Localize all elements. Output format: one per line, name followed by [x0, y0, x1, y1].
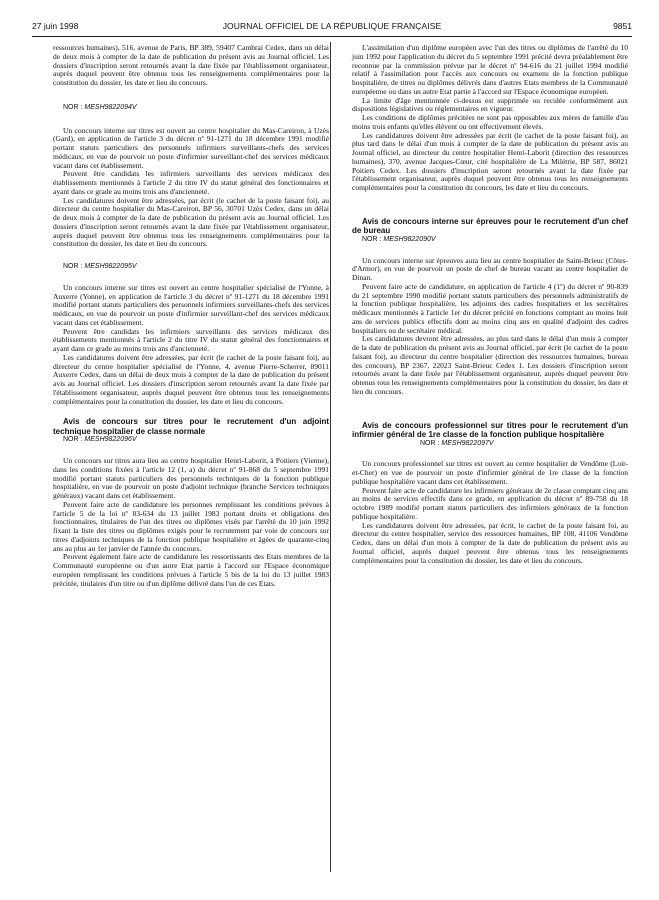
nor-label: NOR :: [362, 235, 382, 243]
paragraph: Les candidatures doivent être adressées, par écrit, le cachet de la poste faisant foi, au directeur du centre hospitalier, service des ressources humaines, BP 108, 41106 Vendôme Cedex, dans un délai d'un mois à compter de la date de publication du présent avis au Journal officiel, auprès duquel peuvent être obtenus tous les renseignements complémentaires pour la constitution du dossier, les date et lieu du concours.: [352, 520, 628, 565]
nor-label: NOR :: [63, 103, 83, 111]
paragraph: La limite d'âge mentionnée ci-dessus est supprimée ou reculée conformément aux dispositions législatives ou réglementaires en vigueur.: [352, 95, 628, 114]
paragraph: L'assimilation d'un diplôme européen avec l'un des titres ou diplômes de l'arrêté du 10 juin 1992 pour l'application du décret du 5 septembre 1991 précité devra préalablement être reconnue par la commission prévue par le décret nº 94-616 du 21 juillet 1994 modifié relatif à l'assimilation pour l'accès aux concours ou examens de la fonction publique hospitalière, de titres ou diplômes délivrés dans d'autres Etats membres de la Communauté européenne ou dans un autre Etat partie à l'accord sur l'Espace économique européen.: [352, 43, 628, 96]
nor-reference: [53, 263, 329, 272]
paragraph: Un concours interne sur titres est ouvert au centre hospitalier spécialisé de l'Yonne, à Auxerre (Yonne), en application de l'article 3 du décret nº 91-1271 du 18 décembre 1991 modifié portant statuts particuliers des personnels infirmiers surveillants-chefs des services médicaux, en vue de pourvoir un poste d'infirmier surveillant-chef des services médicaux vacant dans cet établissement.: [53, 282, 329, 327]
nor-label: NOR :: [63, 263, 83, 270]
paragraph: Peuvent faire acte de candidature, en application de l'article 4 (1º) du décret nº 90-839 du 21 septembre 1990 modifié portant statuts particuliers des personnels administratifs de la fonction publique hospitalière, les adjoints des cadres hospitaliers et les secrétaires médicaux mentionnés à l'article 1er du décret précité en fonctions comptant au moins huit ans de services publics effectifs dont au moins cinq ans en qualité d'adjoint des cadres hospitaliers ou de secrétaire médical.: [352, 281, 628, 335]
nor-code: MESH9822094V: [84, 103, 137, 111]
nor-code: MESH9822096V: [84, 436, 137, 444]
nor-label: NOR :: [63, 436, 83, 444]
paragraph: Les conditions de diplômes précitées ne sont pas opposables aux mères de famille d'au moins trois enfants qu'elles élèvent ou ont effectivement élevés.: [352, 113, 628, 131]
nor-reference: [53, 436, 329, 445]
section-title: Avis de concours interne sur épreuves pour le recrutement d'un chef de bureau: [352, 216, 628, 236]
page-number: 9851: [613, 21, 632, 31]
paragraph: Un concours sur titres aura lieu au centre hospitalier Henri-Laborit, à Poitiers (Vienne), dans les conditions fixées à l'article 12 (1, a) du décret nº 91-868 du 5 septembre 1991 modifié portant statuts particuliers des personnels techniques de la fonction publique hospitalière, en vue de pourvoir un poste d'adjoint technique (branche Services techniques généraux) vacant dans cet établissement.: [53, 456, 329, 500]
paragraph: Les candidatures doivent être adressées, par écrit (le cachet de la poste faisant foi), au directeur du centre hospitalier spécialisé de l'Yonne, 4, avenue Pierre-Scherrer, 89011 Auxerre Cedex, dans un délai de deux mois à compter de la date de publication du présent avis au Journal officiel. Les dossiers d'inscription seront retournés avant la date fixée par l'établissement organisateur, auprès duquel peuvent être obtenus tous les renseignements complémentaires pour la constitution du dossier, les date et lieu du concours.: [53, 352, 329, 406]
nor-reference: [410, 440, 628, 449]
nor-code: MESH9822090V: [383, 235, 436, 243]
section-title: Avis de concours sur titres pour le recrutement d'un adjoint technique hospitalier de classe normale: [53, 417, 329, 436]
paragraph: Peuvent faire acte de candidature les infirmiers généraux de 2e classe comptant cinq ans au moins de services effectifs dans ce grade, en application du décret nº 89-758 du 18 octobre 1989 modifié portant statuts particuliers des infirmiers généraux de la fonction publique hospitalière.: [352, 485, 628, 521]
paragraph: Peuvent également faire acte de candidature les ressortissants des Etats membres de la Communauté européenne ou d'un autre Etat partie à l'accord sur l'Espace économique européen remplissant les conditions prévues à l'article 5 bis de la loi du 13 juillet 1983 précitée, titulaires d'un titre ou d'un diplôme délivré dans l'un de ces Etats.: [53, 552, 329, 588]
paragraph: Les candidatures doivent être adressées par écrit (le cachet de la poste faisant foi), au plus tard dans le délai d'un mois à compter de la date de publication du présent avis au Journal officiel, au directeur du centre hospitalier Henri-Laborit (direction des ressources humaines), 370, avenue Jacques-Cœur, cité hospitalière de La Milétrie, BP 587, 86021 Poitiers Cedex. Les dossiers d'inscription seront retournés avant la date fixée par l'établissement organisateur, auprès duquel peuvent être obtenus tous les renseignements complémentaires pour la constitution du concours, les date et lieu du concours.: [352, 130, 628, 192]
paragraph: Un concours interne sur titres est ouvert au centre hospitalier du Mas-Careiron, à Uzès (Gard), en application de l'article 3 du décret nº 91-1271 du 18 décembre 1991 modifié portant statuts particuliers des personnels infirmiers surveillants-chefs des services médicaux, en vue de pourvoir un poste d'infirmier surveillant-chef des services médicaux vacant dans cet établissement.: [53, 125, 329, 170]
nor-reference: [352, 236, 628, 245]
left-column: [53, 44, 329, 588]
paragraph: Peuvent être candidats les infirmiers surveillants des services médicaux des établissements mentionnés à l'article 2 du titre IV du statut général des fonctionnaires et ayant dans ce grade au moins trois ans d'ancienneté.: [53, 169, 329, 196]
paragraph: Un concours professionnel sur titres est ouvert au centre hospitalier de Vendôme (Loir-et-Cher) en vue de pourvoir un poste d'infirmier général de 1re classe de la fonction publique hospitalière vacant dans cet établissement.: [352, 459, 628, 486]
nor-code: MESH9822097V: [441, 439, 494, 447]
paragraph: Un concours interne sur épreuves aura lieu au centre hospitalier de Saint-Brieuc (Côtes-d'Armor), en vue de pourvoir un poste de chef de bureau vacant au centre hospitalier de Dinan.: [352, 255, 628, 282]
page-header: [32, 21, 632, 35]
nor-reference: [53, 104, 329, 113]
section-title: Avis de concours professionnel sur titres pour le recrutement d'un infirmier général de 1re classe de la fonction publique hospitalière: [352, 420, 628, 439]
header-date: 27 juin 1998: [32, 21, 79, 31]
paragraph: Les candidatures devront être adressées, au plus tard dans le délai d'un mois à compter de la date de publication du présent avis au Journal officiel, par écrit (le cachet de la poste faisant foi), au directeur du centre hospitalier (direction des ressources humaines, bureau des concours), BP 2367, 22023 Saint-Brieuc Cedex 1. Les dossiers d'inscription seront retournés avant la date fixée par l'établissement organisateur, auprès duquel peuvent être obtenus tous les renseignements complémentaires pour la constitution du dossier, les date et lieu du concours.: [352, 334, 628, 396]
paragraph: Peuvent être candidats les infirmiers surveillants des services médicaux des établissements mentionnés à l'article 2 du titre IV du statut général des fonctionnaires et ayant dans ce grade au moins trois ans d'ancienneté.: [53, 326, 329, 353]
header-rule: [32, 36, 632, 37]
journal-title: JOURNAL OFFICIEL DE LA RÉPUBLIQUE FRANÇAISE: [222, 21, 442, 31]
column-divider: [330, 42, 331, 872]
paragraph: Peuvent faire acte de candidature les personnes remplissant les conditions prévues à l'article 5 de la loi nº 83-634 du 13 juillet 1983 portant droits et obligations des fonctionnaires, titulaires de l'un des titres ou diplômes visés par l'arrêté du 10 juin 1992 fixant la liste des titres ou diplômes exigés pour le recrutement par voie de concours sur titres d'adjoints techniques de la fonction publique hospitalière et âgées de quarante-cinq ans au plus au 1er janvier de l'année du concours.: [53, 499, 329, 553]
nor-code: MESH9822095V: [84, 263, 137, 270]
paragraph: ressources humaines), 516, avenue de Paris, BP 389, 59407 Cambrai Cedex, dans un délai de deux mois à compter de la date de publication du présent avis au Journal officiel. Les dossiers d'inscription seront retournés avant la date fixée par l'établissement organisateur, auprès duquel peuvent être obtenus tous les renseignements complémentaires pour la constitution du dossier, les date et lieu du concours.: [53, 43, 329, 87]
nor-label: NOR :: [420, 439, 440, 447]
right-column: [352, 44, 628, 565]
paragraph: Les candidatures doivent être adressées, par écrit (le cachet de la poste faisant foi), au directeur du centre hospitalier du Mas-Careiron, BP 56, 30701 Uzès Cedex, dans un délai de deux mois à compter de la date de publication du présent avis au Journal officiel. Les dossiers d'inscription seront retournés avant la date fixée par l'établissement organisateur, auprès duquel peuvent être obtenus tous les renseignements complémentaires pour la constitution du dossier, les date et lieu du concours.: [53, 195, 329, 249]
